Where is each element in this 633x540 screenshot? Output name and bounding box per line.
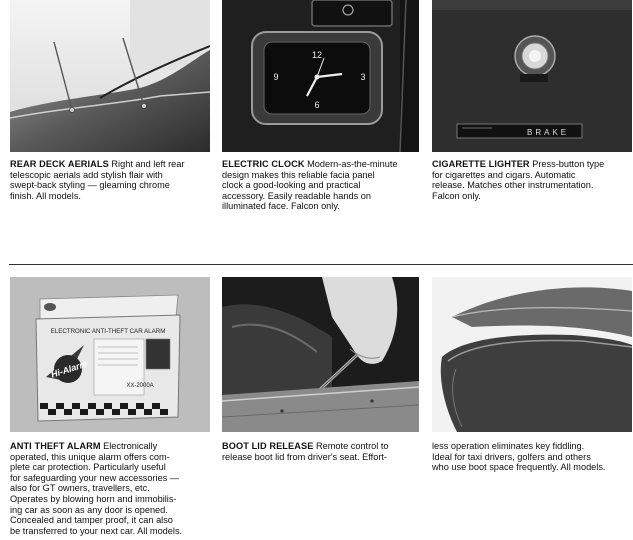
anti-theft-alarm-line-1: ANTI THEFT ALARM Electronically (10, 441, 158, 451)
cigarette-lighter-line-3: release. Matches other instrumentation. (432, 180, 594, 191)
anti-theft-alarm-line-6: Operates by blowing horn and immobilis- (10, 493, 177, 504)
rear-deck-aerials-line-3: swept-back styling — gleaming chrome (10, 180, 170, 191)
cigarette-lighter-line-2: for cigarettes and cigars. Automatic (432, 169, 576, 180)
cigarette-lighter-caption (432, 159, 632, 201)
boot-lid-release-cont-line-1: less operation eliminates key fiddling. (432, 441, 585, 451)
rear-deck-aerials-line-2: telescopic aerials add stylish flair with (10, 169, 163, 180)
electric-clock-caption (222, 159, 427, 212)
rear-deck-aerials-line-1: REAR DECK AERIALS Right and left rear (10, 159, 185, 169)
electric-clock-line-5: illuminated face. Falcon only. (222, 201, 340, 212)
anti-theft-alarm-photo (10, 277, 210, 432)
clock-numeral-6: 6 (314, 100, 320, 110)
electric-clock-heading: ELECTRIC CLOCK (222, 159, 305, 169)
electric-clock-line-2: design makes this reliable facia panel (222, 169, 375, 180)
boot-lid-exterior-photo (432, 277, 632, 432)
anti-theft-alarm-line-9: be transferred to your next car. All models. (10, 525, 183, 536)
alarm-package-brand: Hi-Alarm (49, 358, 89, 380)
anti-theft-alarm-line-7: ing car as soon as any door is opened. (10, 504, 168, 515)
rear-deck-aerials-photo (10, 0, 210, 152)
section-divider (9, 264, 633, 265)
boot-lid-release-cont-line-2: Ideal for taxi drivers, golfers and others (432, 451, 591, 462)
anti-theft-alarm-line-3: plete car protection. Particularly useful (10, 462, 166, 473)
alarm-package-title: ELECTRONIC ANTI-THEFT CAR ALARM (50, 328, 166, 335)
rear-deck-aerials-caption (10, 159, 215, 201)
cigarette-lighter-photo (432, 0, 632, 152)
alarm-package-code: XX-2000A (126, 383, 154, 389)
anti-theft-alarm-caption (10, 441, 215, 536)
anti-theft-alarm-heading: ANTI THEFT ALARM (10, 441, 101, 451)
boot-lid-release-line-1: BOOT LID RELEASE Remote control to (222, 441, 389, 451)
anti-theft-alarm-line-4: for safeguarding your new accessories — (10, 472, 180, 483)
anti-theft-alarm-line-8: Concealed and tamper proof, it can also (10, 515, 173, 526)
clock-numeral-9: 9 (273, 72, 279, 82)
brake-label: BRAKE (527, 128, 570, 137)
rear-deck-aerials-line-4: finish. All models. (10, 190, 81, 201)
electric-clock-line-4: accessory. Easily readable hands on (222, 190, 371, 201)
cigarette-lighter-line-1: CIGARETTE LIGHTER Press-button type (432, 159, 605, 169)
clock-numeral-3: 3 (360, 72, 366, 82)
cigarette-lighter-line-4: Falcon only. (432, 190, 481, 201)
anti-theft-alarm-line-5: also for GT owners, travellers, etc. (10, 483, 150, 494)
boot-lid-release-heading: BOOT LID RELEASE (222, 441, 314, 451)
electric-clock-line-3: clock a good-looking and practical (222, 180, 361, 191)
boot-lid-release-photo (222, 277, 419, 432)
cigarette-lighter-heading: CIGARETTE LIGHTER (432, 159, 530, 169)
electric-clock-photo (222, 0, 419, 152)
boot-lid-release-cont-line-3: who use boot space frequently. All models. (432, 462, 606, 473)
boot-lid-release-continued (432, 441, 632, 473)
rear-deck-aerials-heading: REAR DECK AERIALS (10, 159, 109, 169)
boot-lid-release-caption (222, 441, 427, 462)
clock-numeral-12: 12 (311, 50, 323, 60)
electric-clock-line-1: ELECTRIC CLOCK Modern-as-the-minute (222, 159, 398, 169)
anti-theft-alarm-line-2: operated, this unique alarm offers com- (10, 451, 170, 462)
boot-lid-release-line-2: release boot lid from driver's seat. Effort- (222, 451, 387, 462)
